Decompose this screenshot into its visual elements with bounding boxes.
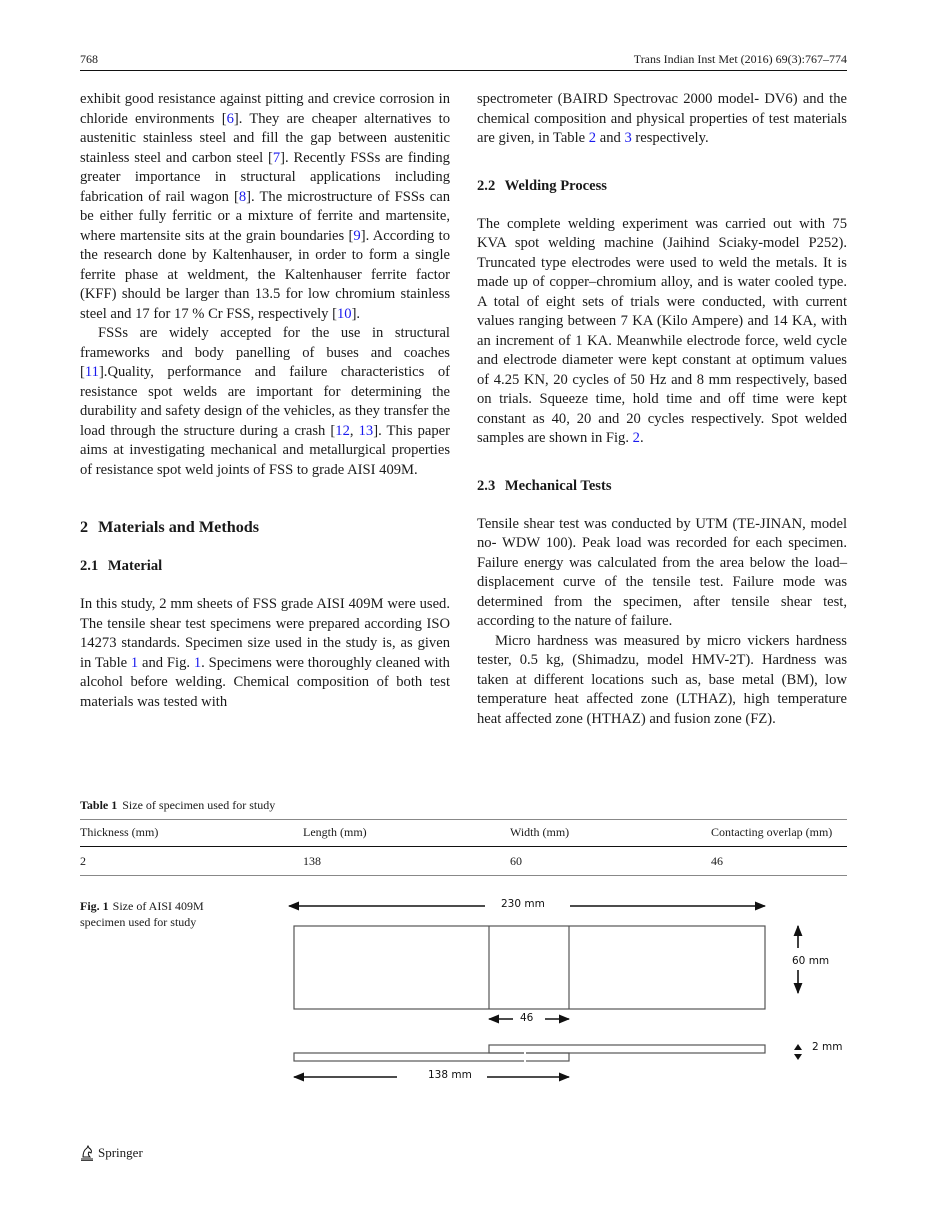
running-header bbox=[80, 51, 847, 71]
paragraph: The complete welding experiment was carried out with 75 KVA spot welding machine (Jaihind Sciaky-model P252). Truncated type electrodes were used to weld the metals. It is made up of copper–chromium alloy, and is water cooled type. A total of eight sets of trials were conducted, with current values ranging between 7 KA (Kilo Ampere) and 14 KA, with an increment of 1 KA. Meanwhile electrode force, weld cycle and electrode diameter were kept constant at optimum values of 4.25 KN, 20 cycles of 50 Hz and 8 mm respectively, based on trials. Squeeze time, hold time and off time were kept constant as 40, 20 and 20 cycles respectively. Spot welded samples are shown in Fig. 2. bbox=[477, 215, 847, 446]
left-column bbox=[80, 90, 450, 712]
table-header-row bbox=[80, 820, 847, 846]
total-length-label: 230 mm bbox=[501, 898, 545, 910]
publisher-name: Springer bbox=[98, 1145, 143, 1160]
paragraph: Micro hardness was measured by micro vickers hardness tester, 0.5 kg, (Shimadzu, model HMV-2T). Hardness was taken at different locations such as, base metal (BM), low temperature heat affected zone (LTHAZ), high temperature heat affected zone (HTHAZ) and fusion zone (FZ). bbox=[477, 632, 847, 727]
table-cell: 138 bbox=[303, 854, 321, 868]
paragraph: FSSs are widely accepted for the use in structural frameworks and body panelling of buses and coaches [11].Quality, performance and failure characteristics of resistance spot welds are important for determining the durability and safety design of the vehicles, as they transfer the load through the structure during a crash [12, 13]. This paper aims at investigating mechanical and metallurgical properties of resistance spot weld joints of FSS to grade AISI 409M. bbox=[80, 325, 450, 478]
citation-link[interactable]: 9 bbox=[353, 227, 361, 244]
paragraph: spectrometer (BAIRD Spectrovac 2000 model- DV6) and the chemical composition and physical properties of test materials are given, in Table 2 and 3 respectively. bbox=[477, 91, 847, 146]
table-link[interactable]: 3 bbox=[624, 130, 632, 146]
paragraph: exhibit good resistance against pitting and crevice corrosion in chloride environments [6]. They are cheaper alternatives to austenitic stainless steel and fill the gap between austenitic stainless steel and carbon steel [7]. Recently FSSs are finding greater importance in structural applications including fabrication of rail wagon [8]. The microstructure of FSSs can be either fully ferritic or a mixture of ferrite and martensite, where martensite sits at the grain boundaries [9]. According to the research done by Kaltenhauser, in order to form a single ferrite phase at weldment, the Kaltenhauser ferrite factor (KFF) should be larger than 13.5 for low chromium stainless steel and 17 for 17 % Cr FSS, respectively [10]. bbox=[80, 91, 450, 322]
table-rule bbox=[80, 875, 847, 876]
specimen-drawing bbox=[280, 890, 860, 1090]
table-cell: 60 bbox=[510, 854, 522, 868]
paragraph: In this study, 2 mm sheets of FSS grade AISI 409M were used. The tensile shear test specimens were prepared according ISO 14273 standards. Specimen size used in the study is, as given in Table 1 and Fig. 1. Specimens were thoroughly cleaned with alcohol before welding. Chemical composition of both test materials was tested with bbox=[80, 596, 450, 710]
figure-link[interactable]: 2 bbox=[632, 430, 640, 446]
table-row bbox=[80, 847, 847, 875]
citation-link[interactable]: 12 bbox=[335, 422, 350, 439]
sheet-length-label: 138 mm bbox=[428, 1069, 472, 1081]
overlap-label: 46 bbox=[520, 1012, 534, 1024]
column-header: Contacting overlap (mm) bbox=[711, 825, 833, 839]
table-link[interactable]: 2 bbox=[588, 130, 597, 146]
table-link[interactable]: 1 bbox=[130, 654, 139, 671]
right-column bbox=[477, 90, 847, 729]
table-caption: Table 1 Size of specimen used for study bbox=[80, 798, 276, 812]
column-header: Length (mm) bbox=[303, 825, 367, 839]
column-header: Thickness (mm) bbox=[80, 825, 159, 839]
table-1 bbox=[80, 819, 847, 876]
citation-link[interactable]: 8 bbox=[238, 188, 247, 205]
thickness-label: 2 mm bbox=[812, 1041, 843, 1053]
figure-link[interactable]: 1 bbox=[193, 654, 202, 671]
subsection-heading: 2.3 Mechanical Tests bbox=[477, 477, 612, 494]
citation-link[interactable]: 7 bbox=[272, 149, 281, 166]
table-cell: 2 bbox=[80, 854, 86, 868]
citation-link[interactable]: 10 bbox=[336, 305, 352, 322]
page-number: 768 bbox=[80, 52, 98, 66]
table-cell: 46 bbox=[711, 854, 723, 868]
subsection-heading: 2.1 Material bbox=[80, 558, 163, 574]
springer-horse-icon bbox=[80, 1145, 94, 1161]
journal-citation: Trans Indian Inst Met (2016) 69(3):767–774 bbox=[633, 52, 847, 66]
subsection-heading: 2.2 Welding Process bbox=[477, 177, 607, 194]
column-header: Width (mm) bbox=[510, 825, 570, 839]
specimen-diagram bbox=[280, 890, 860, 1090]
citation-link[interactable]: 13 bbox=[358, 422, 374, 439]
citation-link[interactable]: 11 bbox=[84, 364, 99, 380]
paragraph: Tensile shear test was conducted by UTM (TE-JINAN, model no- WDW 100). Peak load was recorded for each specimen. Failure energy was calculated from the area below the load–displacement curve of the tensile test. Failure mode was determined from the specimen, after tensile shear test, according to the nature of failure. bbox=[477, 515, 847, 629]
section-heading: 2 Materials and Methods bbox=[80, 518, 260, 536]
figure-caption: Fig. 1 Size of AISI 409M specimen used for study bbox=[80, 899, 204, 929]
citation-link[interactable]: 6 bbox=[226, 110, 234, 127]
width-label: 60 mm bbox=[792, 955, 830, 967]
publisher-footer bbox=[80, 1145, 143, 1161]
